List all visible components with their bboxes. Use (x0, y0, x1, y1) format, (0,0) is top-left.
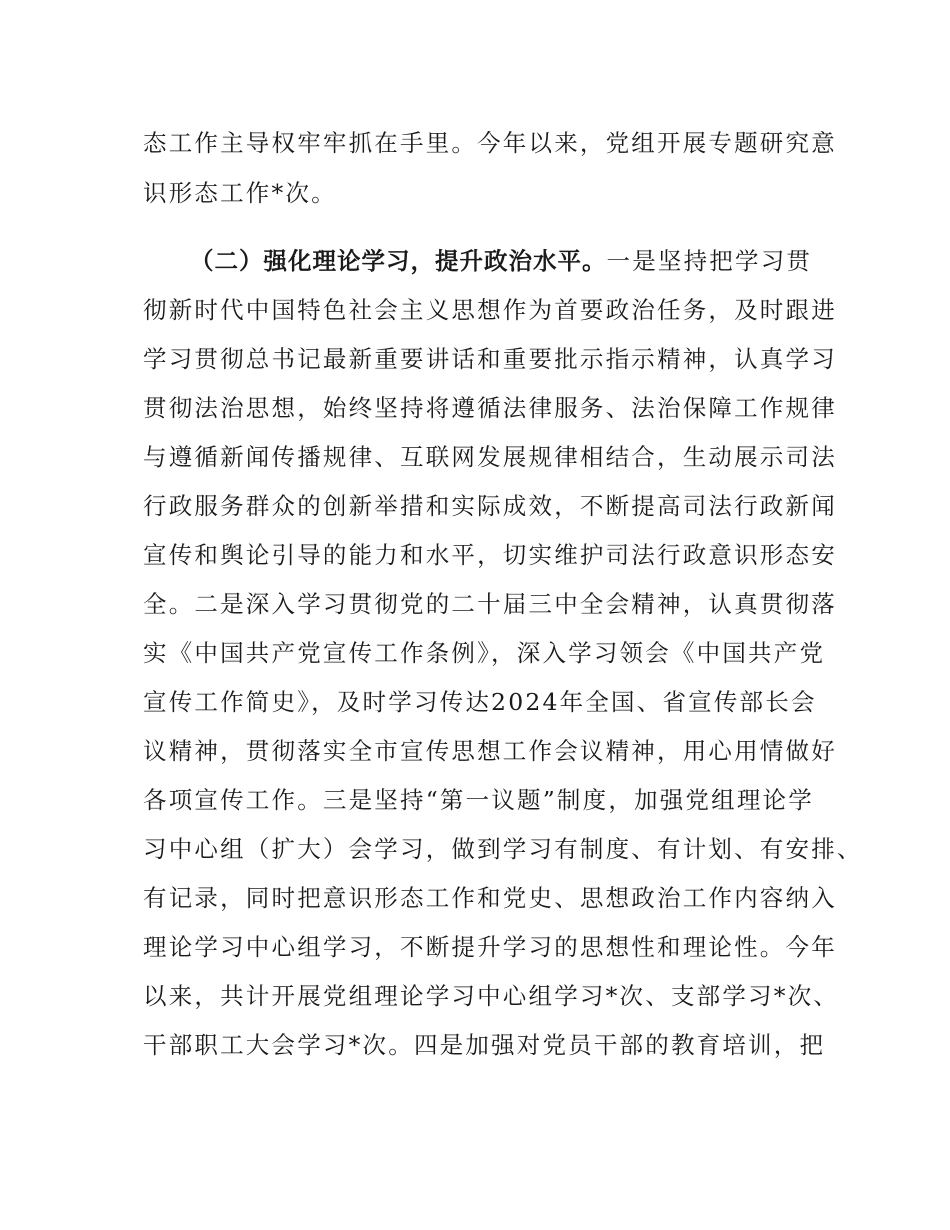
text-line: 干部职工大会学习*次。四是加强对党员干部的教育培训，把 (143, 1031, 826, 1059)
text-line: 全。二是深入学习贯彻党的二十届三中全会精神，认真贯彻落 (143, 590, 837, 618)
text-line: 以来，共计开展党组理论学习中心组学习*次、支部学习*次、 (143, 982, 840, 1010)
text-line: 贯彻法治思想，始终坚持将遵循法律服务、法治保障工作规律 (143, 394, 837, 422)
text-line: 理论学习中心组学习，不断提升学习的思想性和理论性。今年 (143, 933, 837, 961)
text-line: 宣传工作简史》，及时学习传达2024年全国、省宣传部长会 (143, 688, 817, 716)
text-line: 实《中国共产党宣传工作条例》，深入学习领会《中国共产党 (143, 639, 826, 667)
text-line: 态工作主导权牢牢抓在手里。今年以来，党组开展专题研究意 (143, 129, 837, 157)
text-line: 行政服务群众的创新举措和实际成效，不断提高司法行政新闻 (143, 492, 837, 520)
text-line: 议精神，贯彻落实全市宣传思想工作会议精神，用心用情做好 (143, 737, 837, 765)
text-line: 学习贯彻总书记最新重要讲话和重要批示指示精神，认真学习 (143, 345, 837, 373)
text-line: 与遵循新闻传播规律、互联网发展规律相结合，生动展示司法 (143, 443, 837, 471)
text-line: 有记录，同时把意识形态工作和党史、思想政治工作内容纳入 (143, 884, 837, 912)
text-run: 一是坚持把学习贯 (606, 247, 813, 275)
text-line: 彻新时代中国特色社会主义思想作为首要政治任务，及时跟进 (143, 296, 837, 324)
section-heading: （二）强化理论学习，提升政治水平。 (190, 247, 607, 275)
text-line: 各项宣传工作。三是坚持“第一议题”制度，加强党组理论学 (143, 786, 814, 814)
text-line: 习中心组（扩大）会学习，做到学习有制度、有计划、有安排、 (143, 835, 863, 863)
paragraph-first-line (190, 246, 812, 276)
text-line: 识形态工作*次。 (143, 179, 337, 207)
text-line: 宣传和舆论引导的能力和水平，切实维护司法行政意识形态安 (143, 541, 837, 569)
